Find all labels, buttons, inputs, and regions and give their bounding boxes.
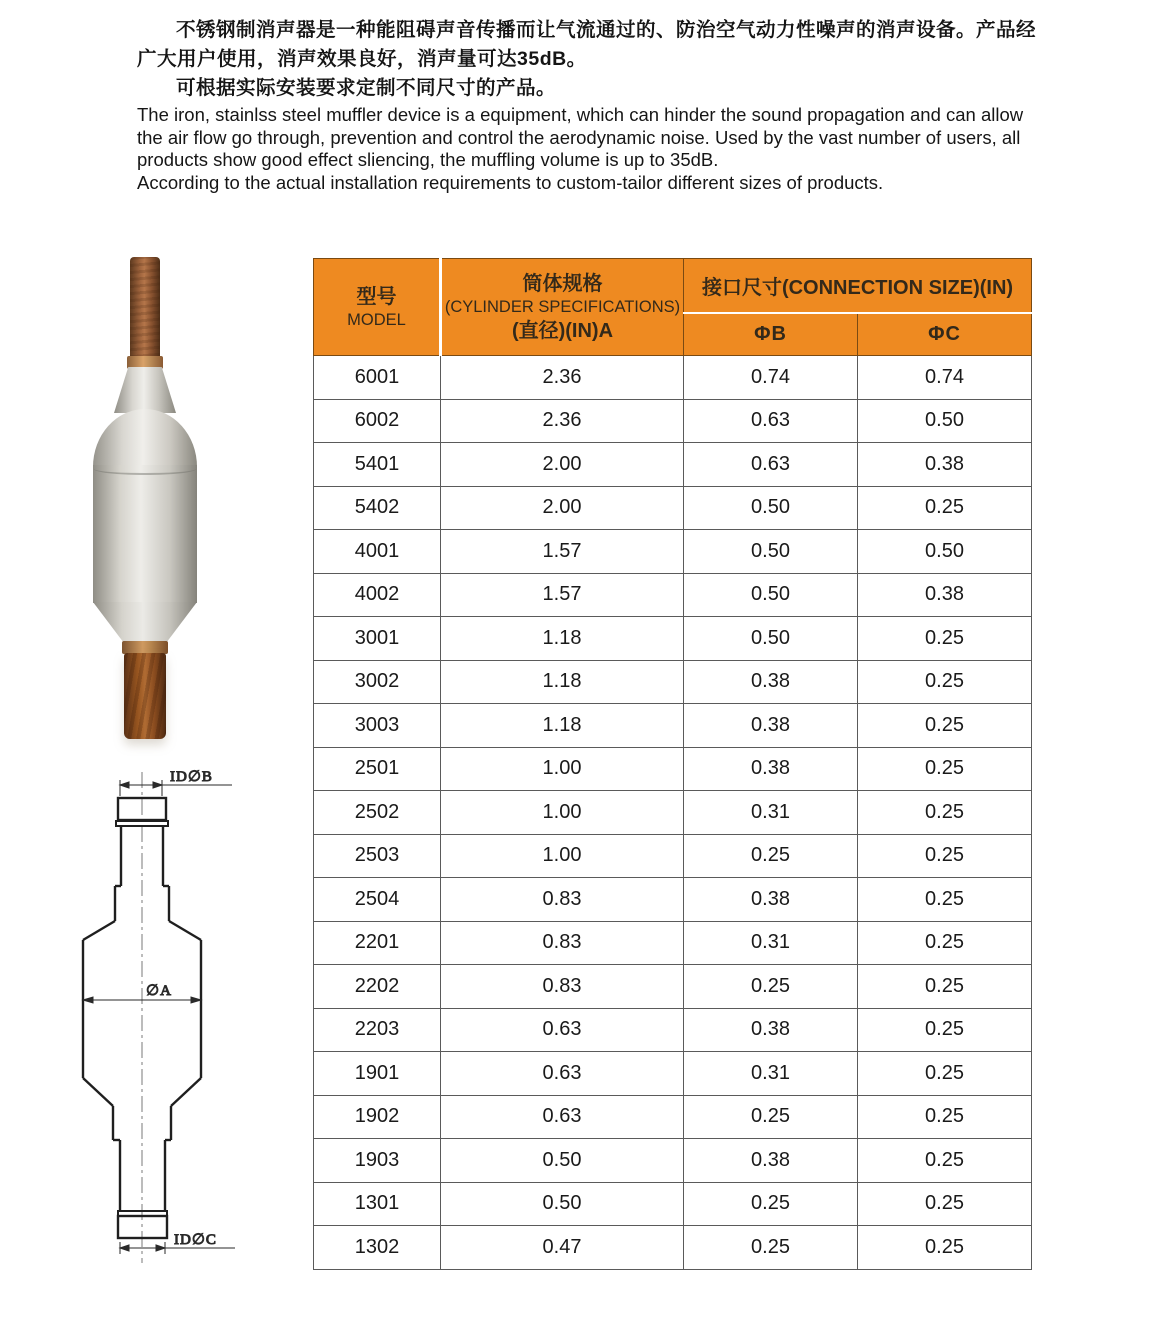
table-row (314, 530, 1032, 574)
phi-c-cell: 0.25 (858, 486, 1032, 530)
cylinder-spec-cell: 0.50 (441, 1182, 684, 1226)
model-cell: 2202 (314, 965, 441, 1009)
phi-c-cell: 0.38 (858, 443, 1032, 487)
steel-weld-seam (94, 463, 196, 475)
cylinder-spec-cell: 0.83 (441, 921, 684, 965)
phi-b-cell: 0.31 (684, 921, 858, 965)
model-cell: 5402 (314, 486, 441, 530)
table-row (314, 399, 1032, 443)
intro-english-para1: The iron, stainlss steel muffler device is a equipment, which can hinder the sound propagation and can allow the air flow go through, prevention and control the aerodynamic noise. Used by the vast number of users, all products show good effect sliencing, the muffling volume is up to 35dB. (137, 104, 1024, 170)
copper-tube-bottom (124, 653, 166, 739)
intro-english (137, 104, 1045, 194)
table-row (314, 356, 1032, 400)
model-cell: 1302 (314, 1226, 441, 1270)
table-row (314, 486, 1032, 530)
model-cell: 2203 (314, 1008, 441, 1052)
phi-b-cell: 0.38 (684, 878, 858, 922)
phi-b-cell: 0.25 (684, 1226, 858, 1270)
phi-c-cell: 0.25 (858, 747, 1032, 791)
table-row (314, 704, 1032, 748)
phi-c-cell: 0.25 (858, 1008, 1032, 1052)
technical-drawing (40, 758, 300, 1318)
steel-body (93, 465, 197, 603)
phi-c-cell: 0.25 (858, 1095, 1032, 1139)
intro-chinese (137, 16, 1049, 103)
phi-b-cell: 0.63 (684, 399, 858, 443)
model-cell: 4002 (314, 573, 441, 617)
phi-c-cell: 0.50 (858, 530, 1032, 574)
table-row (314, 834, 1032, 878)
phi-b-cell: 0.38 (684, 1008, 858, 1052)
phi-b-cell: 0.38 (684, 1139, 858, 1183)
label-id-b: ID∅B (170, 769, 213, 785)
header-connection-size: 接口尺寸(CONNECTION SIZE)(IN) (684, 259, 1032, 313)
phi-b-cell: 0.31 (684, 1052, 858, 1096)
phi-b-cell: 0.50 (684, 617, 858, 661)
phi-c-cell: 0.25 (858, 791, 1032, 835)
phi-c-cell: 0.25 (858, 617, 1032, 661)
model-cell: 1903 (314, 1139, 441, 1183)
phi-b-cell: 0.38 (684, 660, 858, 704)
cylinder-spec-cell: 2.36 (441, 399, 684, 443)
table-row (314, 1182, 1032, 1226)
table-row (314, 965, 1032, 1009)
cylinder-spec-cell: 0.83 (441, 878, 684, 922)
phi-c-cell: 0.25 (858, 921, 1032, 965)
phi-c-cell: 0.38 (858, 573, 1032, 617)
cylinder-spec-cell: 1.00 (441, 747, 684, 791)
steel-shoulder (93, 409, 197, 469)
model-cell: 1301 (314, 1182, 441, 1226)
intro-chinese-para1: 不锈钢制消声器是一种能阻碍声音传播而让气流通过的、防治空气动力性噪声的消声设备。产品经广大用户使用，消声效果良好，消声量可达35dB。 (137, 19, 1037, 70)
copper-tube-top (130, 257, 160, 361)
phi-b-cell: 0.38 (684, 704, 858, 748)
cylinder-spec-cell: 2.00 (441, 443, 684, 487)
phi-c-cell: 0.25 (858, 1052, 1032, 1096)
cylinder-spec-cell: 2.36 (441, 356, 684, 400)
intro-english-para2: According to the actual installation requirements to custom-tailor different sizes of products. (137, 171, 884, 193)
cylinder-spec-cell: 0.83 (441, 965, 684, 1009)
table-row (314, 1139, 1032, 1183)
phi-c-cell: 0.25 (858, 965, 1032, 1009)
model-cell: 2503 (314, 834, 441, 878)
phi-b-cell: 0.74 (684, 356, 858, 400)
label-id-c: ID∅C (174, 1232, 217, 1248)
intro-chinese-para2: 可根据实际安装要求定制不同尺寸的产品。 (176, 77, 557, 99)
dimension-id-b (120, 769, 232, 796)
phi-c-cell: 0.25 (858, 878, 1032, 922)
phi-c-cell: 0.25 (858, 704, 1032, 748)
steel-neck-top (114, 367, 176, 413)
muffler-product-photo (85, 253, 205, 748)
model-cell: 4001 (314, 530, 441, 574)
cylinder-spec-cell: 0.50 (441, 1139, 684, 1183)
spec-table (313, 258, 1032, 1270)
table-row (314, 617, 1032, 661)
cylinder-spec-cell: 0.47 (441, 1226, 684, 1270)
table-row (314, 1052, 1032, 1096)
spec-table-body (314, 356, 1032, 1270)
cylinder-spec-cell: 0.63 (441, 1052, 684, 1096)
cylinder-spec-cell: 1.18 (441, 660, 684, 704)
table-row (314, 791, 1032, 835)
model-cell: 6002 (314, 399, 441, 443)
label-a: ∅A (146, 983, 172, 999)
phi-b-cell: 0.38 (684, 747, 858, 791)
phi-c-cell: 0.25 (858, 1139, 1032, 1183)
phi-b-cell: 0.50 (684, 486, 858, 530)
table-row (314, 878, 1032, 922)
model-cell: 1902 (314, 1095, 441, 1139)
cylinder-spec-cell: 1.00 (441, 834, 684, 878)
cylinder-spec-cell: 2.00 (441, 486, 684, 530)
model-cell: 2502 (314, 791, 441, 835)
model-cell: 2201 (314, 921, 441, 965)
table-row (314, 660, 1032, 704)
header-phi-c: ΦC (858, 313, 1032, 356)
phi-b-cell: 0.25 (684, 1182, 858, 1226)
model-cell: 2501 (314, 747, 441, 791)
table-row (314, 921, 1032, 965)
cylinder-spec-cell: 0.63 (441, 1095, 684, 1139)
phi-b-cell: 0.50 (684, 573, 858, 617)
cylinder-spec-cell: 1.57 (441, 573, 684, 617)
phi-b-cell: 0.63 (684, 443, 858, 487)
model-cell: 2504 (314, 878, 441, 922)
cylinder-spec-cell: 1.00 (441, 791, 684, 835)
model-cell: 5401 (314, 443, 441, 487)
phi-c-cell: 0.25 (858, 834, 1032, 878)
model-cell: 3001 (314, 617, 441, 661)
phi-c-cell: 0.25 (858, 1226, 1032, 1270)
phi-c-cell: 0.50 (858, 399, 1032, 443)
model-cell: 1901 (314, 1052, 441, 1096)
model-cell: 3003 (314, 704, 441, 748)
cylinder-spec-cell: 1.57 (441, 530, 684, 574)
header-cylinder-spec: 筒体规格 (CYLINDER SPECIFICATIONS) (直径)(IN)A (441, 259, 684, 356)
model-cell: 6001 (314, 356, 441, 400)
table-row (314, 443, 1032, 487)
phi-c-cell: 0.25 (858, 660, 1032, 704)
cylinder-spec-cell: 1.18 (441, 704, 684, 748)
phi-b-cell: 0.25 (684, 1095, 858, 1139)
header-phi-b: ΦB (684, 313, 858, 356)
table-row (314, 1095, 1032, 1139)
cylinder-spec-cell: 0.63 (441, 1008, 684, 1052)
dimension-id-c (120, 1232, 235, 1254)
spec-table-header (314, 259, 1032, 356)
table-row (314, 1008, 1032, 1052)
model-cell: 3002 (314, 660, 441, 704)
phi-b-cell: 0.25 (684, 965, 858, 1009)
table-row (314, 1226, 1032, 1270)
table-row (314, 747, 1032, 791)
phi-b-cell: 0.31 (684, 791, 858, 835)
phi-b-cell: 0.50 (684, 530, 858, 574)
header-model: 型号 MODEL (314, 259, 441, 356)
phi-c-cell: 0.25 (858, 1182, 1032, 1226)
cylinder-spec-cell: 1.18 (441, 617, 684, 661)
table-row (314, 573, 1032, 617)
steel-cone-bottom (93, 602, 197, 642)
phi-c-cell: 0.74 (858, 356, 1032, 400)
phi-b-cell: 0.25 (684, 834, 858, 878)
